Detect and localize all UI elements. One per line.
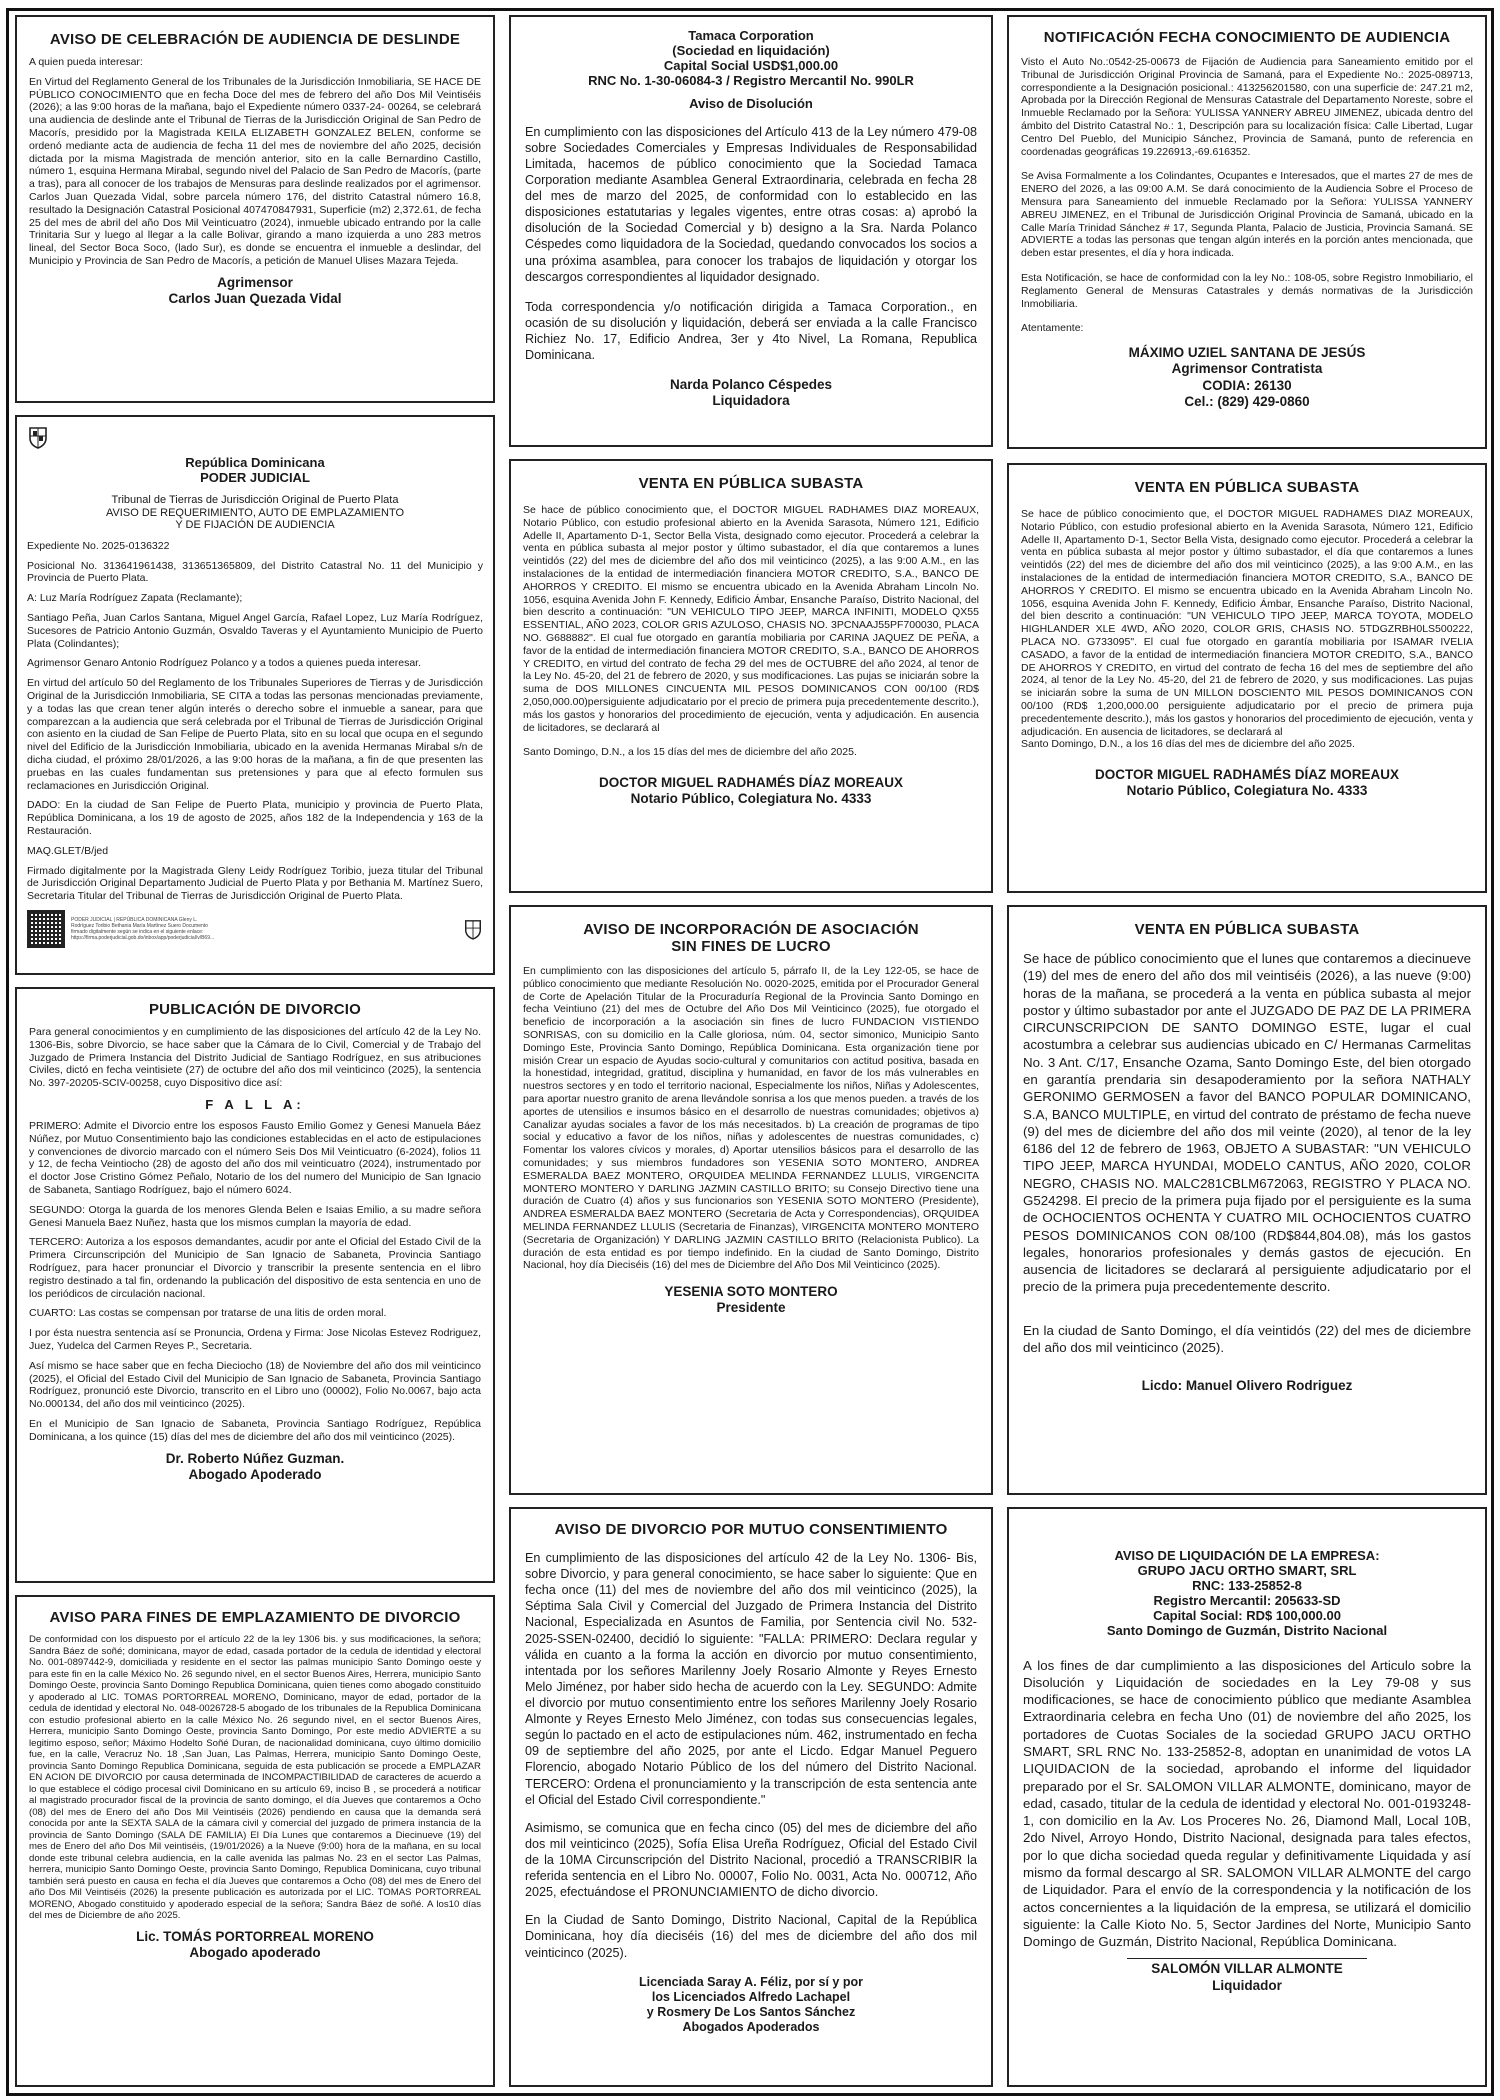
signature-name: MÁXIMO UZIEL SANTANA DE JESÚS	[1128, 345, 1366, 361]
notice-heading: AVISO DE LIQUIDACIÓN DE LA EMPRESA:	[1114, 1548, 1380, 1563]
correspondence: Toda correspondencia y/o notificación dirigida a Tamaca Corporation., en ocasión de su disolución y liquidación, deberá ser enviada a la calle Francisco Richiez No. 17, Edificio Andrea, 3er y 4to Nivel, La Romana, Republica Dominicana.	[525, 299, 977, 363]
sentence: En cumplimiento de las disposiciones del artículo 42 de la Ley No. 1306- Bis, sobre Divorcio, y para general conocimiento, se hace saber lo siguiente: Que en fecha once (11) del mes de noviembre del año dos mil veinticinco (2025), la Séptima Sala Civil y Comercial del Juzgado de Primera Instancia del Distrito Nacional, Especializada en Asuntos de Familia, por Sentencia civil No. 532- 2025-SSEN-02400, decidió lo siguiente: "FALLA: PRIMERO: Declara regular y válida en cuanto a la forma la acción en divorcio por mutuo consentimiento, intentada por los señores Marilenny Joely Rosario Almonte y Reyes Ernesto Melo Jiménez, por haber sido hecha de acuerdo con la Ley. SEGUNDO: Admite el divorcio por mutuo consentimiento entre los señores Marilenny Joely Rosario Almonte y Reyes Ernesto Melo Jiménez, con todas sus consecuencias legales, según lo pactado en el acto de estipulaciones núm. 462, instrumentado en fecha 09 de septiembre del año 2025, por ante el Licdo. Edgar Manuel Peguero Florencio, abogado Notario Público de los del número del Distrito Nacional. TERCERO: Ordena el pronunciamiento y la transcripción de esta sentencia ante el Oficial del Estado Civil correspondiente."	[525, 1551, 977, 1807]
notice-body: En Virtud del Reglamento General de los Tribunales de la Jurisdicción Inmobiliaria, SE HACE DE PÚBLICO CONOCIMIENTO que en fecha Doce del mes de febrero del año Dos Mil Veintiséis (2026); a las 9:00 horas de la mañana, bajo el Expediente número 0337-24- 00264, se celebrará una audiencia de deslinde ante el Tribunal de Tierras de la Jurisdicción Original de San Pedro de Macorís, presidido por la Magistrada KEILA ELIZABETH GONZALEZ BELEN, conforme se ordenó mediante acta de audiencia de fecha 11 del mes de noviembre del año 2025, decisión dictada por la misma Magistrada de mención anterior, sito en la calle Bernardino Castillo, número 1, esquina Hermana Mirabal, segundo nivel del Palacio de San Pedro de Macorís, (parte a tras), para all conocer de los trabajos de Mensuras para deslinde realizados por el agrimensor. Carlos Juan Quezada Vidal, sobre parcela número 176, del distrito Catastral número 16.8, resultado la Designación Catastral Posicional 407470847931, Superficie (m2) 2,372.61, de fecha 25 del mes de abril del año Dos Mil Veinticuatro (2024), inmueble ubicado entrando por la calle Trinitaria Sur y luego al llegar a la calle Bolivar, girando a mano izquierda a uno 283 metros lineal, del Sector Boca Soco, (lado Sur), es donde se encuentra el inmueble a deslindar, del Municipio y Provincia de San Pedro de Macorís, a petición de Manuel Ulises Mazara Tejeda.	[29, 75, 481, 267]
company-location: Santo Domingo de Guzmán, Distrito Nacional	[1106, 1622, 1388, 1638]
company-status: (Sociedad en liquidación)	[672, 42, 830, 58]
signature	[1023, 1378, 1471, 1394]
primero: PRIMERO: Admite el Divorcio entre los esposos Fausto Emilio Gomez y Genesi Manuela Báez Núñez, por Mutuo Consentimiento bajo las condiciones establecidas en el acto de estipulaciones y convenciones de divorcio marcado con el número Seis Dos Mil Veinticuatro (6-2024), folios 11 y 12, de fecha Veintiocho (28) de agosto del año dos mil veinticuatro (2024), instrumentado por el doctor Jose Cristino Gómez Peñalo, Notario de los del numero del Municipio de San Ignacio de Sabaneta, Santiago Rodríguez, bajo el número 6024.	[29, 1119, 481, 1196]
notice-title: AVISO DE DIVORCIO POR MUTUO CONSENTIMIENTO	[554, 1521, 948, 1538]
notice-deslinde	[15, 15, 495, 403]
notice-title: AVISO DE CELEBRACIÓN DE AUDIENCIA DE DESLINDE	[49, 31, 461, 48]
header-court: Tribunal de Tierras de Jurisdicción Original de Puerto Plata	[111, 493, 399, 506]
coat-of-arms-icon	[463, 918, 483, 940]
signature	[1021, 345, 1473, 410]
signature-name: SALOMÓN VILLAR ALMONTE	[1151, 1961, 1343, 1977]
segundo: SEGUNDO: Otorga la guarda de los menores Glenda Belen e Isaias Emilio, a su madre señora Genesi Manuela Baez Nuñez, hasta que los mismos cumplan la mayoría de edad.	[29, 1203, 481, 1229]
transcription: Así mismo se hace saber que en fecha Dieciocho (18) de Noviembre del año dos mil veinticinco (2025), el Oficial del Estado Civil del Municipio de San Ignacio de Sabaneta, Provincia Santiago Rodríguez, pronunció este Divorcio, transcrito en el Libro uno (00002), Folio No.0067, bajo acta No.000134, del año dos mil veinticinco (2025).	[29, 1359, 481, 1411]
signature-role: Liquidador	[1212, 1977, 1282, 1993]
signature-role: Agrimensor	[217, 274, 293, 290]
notice-title-2: SIN FINES DE LUCRO	[671, 938, 831, 955]
signature-role: Abogado Apoderado	[188, 1466, 322, 1482]
notice-body: Se hace de público conocimiento que, el DOCTOR MIGUEL RADHAMES DIAZ MOREAUX, Notario Público, con estudio profesional abierto en la Avenida Sarasota, Número 121, Edificio Adelle II, Apartamento D-1, Sector Bella Vista, designado como ejecutor. Procederá a celebrar la venta en pública subasta al mejor postor y último subastador, el día que contaremos a lunes veintidós (22) del mes de diciembre del año dos mil veinticinco (2025), a las 9:00 A.M., en las instalaciones de la entidad de intermediación financiera MOTOR CREDITO, S.A., BANCO DE AHORROS Y CREDITO. El mismo se encuentra ubicado en la Avenida Abraham Lincoln No. 1056, esquina Avenida John F. Kennedy, Edificio Ámbar, Ensanche Paraíso, Distrito Nacional, del bien descrito a continuación: "UN VEHICULO TIPO JEEP, MARCA TOYOTA, MODELO HIGHLANDER XLE 4WD, AÑO 2020, COLOR GRIS, CHASIS NO. 5TDGZRBH0LS500222, PLACA NO. G733095". El cual fue otorgado en garantía mobiliaria por ISAMAR IVELIA CASADO, a favor de la entidad de intermediación financiera MOTOR CREDITO, S.A., BANCO DE AHORROS Y CREDITO, en virtud del contrato de fecha 16 del mes de septiembre del año 2024, al tenor de la Ley No. 45-20, del 21 de febrero de 2020, y sus modificaciones. Las pujas se iniciarán sobre la suma de UN MILLON DOSCIENTO MIL PESOS DOMINICANOS CON 00/100 (RD$ 1,200,000.00 persiguiente adjudicatario por el precio de primera puja precedentemente descrito.), más los gastos y honorarios del procedimiento de ejecución, venta y adjudicación. En ausencia de licitadores, se declarará al	[1021, 508, 1473, 738]
notice-mutuo-consentimiento	[509, 1507, 993, 2087]
place-date: En la ciudad de Santo Domingo, el día veintidós (22) del mes de diciembre del año dos mil veinticinco (2025).	[1023, 1322, 1471, 1355]
falla-heading: F A L L A:	[205, 1096, 305, 1112]
signature	[525, 377, 977, 409]
pronouncement: I por ésta nuestra sentencia así se Pronuncia, Ordena y Firma: Jose Nicolas Estevez Rodriguez, Juez, Yudelca del Carmen Reyes P., Secretaria.	[29, 1327, 481, 1352]
signature-line	[1127, 1958, 1367, 1959]
notice-title: NOTIFICACIÓN FECHA CONOCIMIENTO DE AUDIENCIA	[1043, 29, 1451, 46]
reference: MAQ.GLET/B/jed	[27, 844, 109, 857]
signature-codia: CODIA: 26130	[1202, 377, 1292, 393]
recipient: A: Luz María Rodríguez Zapata (Reclamante);	[27, 592, 243, 605]
notice-body: Se hace de público conocimiento que, el DOCTOR MIGUEL RADHAMES DIAZ MOREAUX, Notario Público, con estudio profesional abierto en la Avenida Sarasota, Número 121, Edificio Adelle II, Apartamento D-1, Sector Bella Vista, designado como ejecutor. Procederá a celebrar la venta en pública subasta al mejor postor y último subastador, el día que contaremos a lunes veintidós (22) del mes de diciembre del año dos mil veinticinco (2025), a las 9:00 A.M., en las instalaciones de la entidad de intermediación financiera MOTOR CREDITO, S.A., BANCO DE AHORROS Y CREDITO. El mismo se encuentra ubicado en la Avenida Abraham Lincoln No. 1056, esquina Avenida John F. Kennedy, Edificio Ámbar, Ensanche Paraíso, Distrito Nacional, del bien descrito a continuación: "UN VEHICULO TIPO JEEP, MARCA INFINITI, MODELO QX55 ESSENTIAL, AÑO 2023, COLOR GRIS AZULOSO, CHASIS NO. 3PCNAAJ55PF700030, PLACA NO. G688882". El cual fue otorgado en garantía mobiliaria por CARINA JAQUEZ DE PEÑA, a favor de la entidad de intermediación financiera MOTOR CREDITO, S.A., BANCO DE AHORROS Y CREDITO, en virtud del contrato de fecha 29 del mes de OCTUBRE del año 2024, al tenor de la Ley No. 45-20, del 21 de febrero de 2020, y sus modificaciones. Las pujas se iniciarán sobre la suma de DOS MILLONES CINCUENTA MIL PESOS DOMINICANOS CON 00/100 (RD$ 2,050,000.00)persiguiente adjudicatario por el precio de primera puja precedentemente descrito.), más los gastos y honorarios del procedimiento de ejecución, venta y adjudicación. En ausencia de licitadores, se declarará al	[523, 504, 979, 734]
notice-body: Se hace de público conocimiento que el lunes que contaremos a diecinueve (19) del mes de enero del año dos mil veintiséis (2026), a las nueve (9:00) horas de la mañana, se procederá a la venta en pública subasta al mejor postor y último subastador por ante el JUZGADO DE PAZ DE LA PRIMERA CIRCUNSCRIPCION DE SANTO DOMINGO ESTE, lugar el cual acostumbra a celebrar sus audiencias ubicado en C/ Hermanas Carmelitas No. 3 Ant. C/17, Ensanche Ozama, Santo Domingo Este, del bien otorgado en garantía prendaria sin desapoderamiento por la señora NATHALY GERONIMO GERMOSEN a favor del BANCO POPULAR DOMINICANO, S.A, BANCO MULTIPLE, en virtud del contrato de préstamo de fecha nueve (9) del mes de diciembre del año dos mil veinte (2020), al tenor de la ley 6186 del 12 de febrero de 1963, OBJETO A SUBASTAR: "UN VEHICULO TIPO JEEP, MARCA HYUNDAI, MODELO CANTUS, AÑO 2020, COLOR NEGRO, CHASIS NO. MALC281CBLM672063, REGISTRO Y PLACA NO. G524298. El precio de la primera puja fijado por el persiguiente es la suma de OCHOCIENTOS OCHENTA Y CUATRO MIL OCHOCIENTOS CUATRO PESOS DOMINICANOS CON 08/100 (RD$844,804.08), más los gastos legales, honorarios profesionales y demás gastos de ejecución. En ausencia de licitadores se declarará al persiguiente adjudicatario por el precio de la primera puja precedentemente descrito.	[1023, 951, 1471, 1295]
notice-subasta-3	[1007, 905, 1487, 1495]
place-date: Santo Domingo, D.N., a los 16 días del mes de diciembre del año 2025.	[1021, 738, 1355, 751]
signature-name: DOCTOR MIGUEL RADHAMÉS DÍAZ MOREAUX	[598, 775, 903, 791]
expediente: Expediente No. 2025-0136322	[27, 539, 170, 552]
digital-signature: Firmado digitalmente por la Magistrada Gleny Leidy Rodríguez Toribio, jueza titular del Tribunal de Jurisdicción Original Departamento Judicial de Puerto Plata y por Bethania M. Martínez Suero, Secretaria Titular del Tribunal de Tierras de Jurisdicción Original de Puerto Plata.	[27, 864, 483, 903]
transcription: Asimismo, se comunica que en fecha cinco (05) del mes de diciembre del año dos mil veinticinco (2025), Sofía Elisa Ureña Rodríguez, Oficial del Estado Civil de la 10MA Circunscripción del Distrito Nacional, procedió a TRANSCRIBIR la referida sentencia en el Libro No. 00007, Folio No. 0031, Acta No. 000712, Año 2025, efectuándose el PRONUNCIAMIENTO de dicho divorcio.	[525, 1820, 977, 1900]
signature	[1023, 1961, 1471, 1993]
company-registry: Registro Mercantil: 205633-SD	[1153, 1592, 1341, 1608]
notice-body: A los fines de dar cumplimiento a las disposiciones del Articulo sobre la Disolución y Liquidación de sociedades en la Ley 79-08 y sus modificaciones, se hace de conocimiento público que mediante Asamblea Extraordinaria celebra en fecha Uno (01) de noviembre del año 2025, los portadores de Cuotas Sociales de la sociedad GRUPO JACU ORTHO SMART, SRL RNC No. 133-25852-8, adoptan en unanimidad de votos LA LIQUIDACION de la sociedad, aprobando el informe del liquidador preparado por el Sr. SALOMON VILLAR ALMONTE, dominicano, mayor de edad, casado, titular de la cedula de identidad y electoral No. 001-0193248-1, con domicilio en la Av. Los Proceres No. 26, Diamond Mall, Local 10B, 2do Nivel, Arroyo Hondo, Distrito Nacional, designada para tales efectos, por lo que dicha sociedad queda regular y definitivamente Liquidada y así mismo da formal descargo al SR. SALOMON VILLAR ALMONTE del cargo de Liquidador. Para el envío de la correspondencia y la notificación de los actos concernientes a la liquidación de la empresa, se utilizará el domicilio siguiente: la Calle Kioto No. 5, Sector Jardines del Norte, Municipio Santo Domingo de Guzmán, Distrito Nacional, República Dominicana.	[1023, 1657, 1471, 1950]
signature-line-3: y Rosmery De Los Santos Sánchez	[646, 2004, 856, 2019]
signature-role: Abogados Apoderados	[682, 2019, 820, 2034]
notice-asociacion	[509, 905, 993, 1495]
notice-body: En cumplimiento con las disposiciones del Artículo 413 de la Ley número 479-08 sobre Sociedades Comerciales y Empresas Individuales de Responsabilidad Limitada, hacemos de público conocimiento que la Sociedad Tamaca Corporation mediante Asamblea General Extraordinaria, celebrada en fecha 28 del mes de marzo del 2025, de conformidad con lo establecido en las disposiciones estatutarias y legales vigentes, entre otras cosas: a) aprobó la disolución de la Sociedad Comercial y b) designo a la Sra. Narda Polanco Céspedes como liquidadora de la Sociedad, quedando convocados los socios a una próxima asamblea, para conocer los trabajos de liquidación y otorgar los descargos correspondientes al liquidador designado.	[525, 124, 977, 284]
company-name: GRUPO JACU ORTHO SMART, SRL	[1137, 1562, 1357, 1578]
header-country: República Dominicana	[185, 455, 325, 470]
notice-tamaca	[509, 15, 993, 447]
signature-line-1: Licenciada Saray A. Féliz, por sí y por	[639, 1974, 863, 1989]
signature-role: Abogado apoderado	[189, 1944, 321, 1960]
notice-subasta-1	[509, 459, 993, 893]
signature-role: Presidente	[716, 1300, 786, 1316]
signature-name: Narda Polanco Céspedes	[669, 377, 833, 393]
notice-notificacion	[1007, 15, 1487, 449]
notice-subasta-2	[1007, 463, 1487, 893]
place-date: Santo Domingo, D.N., a los 15 días del mes de diciembre del año 2025.	[523, 746, 857, 759]
place-date: En el Municipio de San Ignacio de Sabaneta, Provincia Santiago Rodríguez, República Dominicana, a los quince (15) días del mes de diciembre del año dos mil veinticinco (2025).	[29, 1417, 481, 1443]
company-capital: Capital Social USD$1,000.00	[663, 57, 839, 73]
notice-divorcio	[15, 987, 495, 1583]
signature-line-2: los Licenciados Alfredo Lachapel	[651, 1989, 851, 2004]
notice-body: En cumplimiento con las disposiciones del artículo 5, párrafo II, de la Ley 122-05, se hace de público conocimiento que mediante Resolución No. 0020-2025, emitida por el Procurador General de Corte de Apelación Titular de la Procuraduría Regional de la Provincia Santo Domingo en fecha Veintiuno (21) del mes de Octubre del Año Dos Mil Veinticinco (2025), fue otorgado el beneficio de incorporación a la asociación sin fines de lucro FUNDACION VISTIENDO SONRISAS, con su domicilio en la Calle gloriosa, núm. 04, sector simonico, Municipio Santo Domingo Este, Provincia Santo Domingo, República Dominicana. Esta organización tiene por misión Crear un espacio de Ayudas socio-cultural y comunitarios con actitud positiva, basada en la honestidad, integridad, gratitud, disciplina y humanidad, en favor de los más vulnerables en nuestros sectores y en todo el territorio nacional, Especialmente los niños, Niñas y Adolescentes, para aportar nuestro granito de arena llevándole sonrisa a los que menos pueden. a través de los aportes de utensilios e insumos básico en el desarrollo de nuestras comunidades; objetivos a) Canalizar ayudas sociales a favor de los más necesitados. b) La creación de programas de tipo social y educativo a favor de los niños, niñas y adolescentes de nuestras comunidades, c) Fomentar los valores cívicos y morales, d) Aportar utensilios básicos para el desarrollo de las comunidades; y sus miembros fundadores son YESENIA SOTO MONTERO, ANDREA ESMERALDA BAEZ MONTERO, ORQUIDEA MELINDA FERNANDEZ LLULIS, VIRGENCITA MONTERO MONTERO Y DARLING JAZMIN CASTILLO BRITO; su Consejo Directivo tiene una duración de Cuatro (4) años y sus funcionarios son YESENIA SOTO MONTERO (Presidente), ANDREA ESMERALDA BAEZ MONTERO (Secretaria de Acta y Correspondencias), ORQUIDEA MELINDA FERNANDEZ LLULIS (Secretaria de Finanzas), VIRGENCITA MONTERO MONTERO (Secretaria de Organización) Y DARLING JAZMIN CASTILLO BRITO (Relacionista Publico). La duración de esta entidad es por tiempo indefinido. En la ciudad de Santo Domingo, Distrito Nacional, hoy día Dieciséis (16) del mes de Diciembre del Año Dos Mil Veinticinco (2025).	[523, 965, 979, 1272]
tercero: TERCERO: Autoriza a los esposos demandantes, acudir por ante el Oficial del Estado Civil de la Primera Circunscripción del Municipio de San Ignacio de Sabaneta, Provincia Santiago Rodríguez, para hacer pronunciar el Divorcio y transcribir la presente sentencia en el libro registro destinado a tal fin, ordenando la publicación del dispositivo de esta sentencia en uno de los periódicos de circulación nacional.	[29, 1236, 481, 1300]
signature	[29, 1929, 481, 1961]
signature-name: Dr. Roberto Núñez Guzman.	[165, 1450, 345, 1466]
company-capital: Capital Social: RD$ 100,000.00	[1153, 1607, 1341, 1623]
notice-liquidacion	[1007, 1507, 1487, 2087]
ley: Esta Notificación, se hace de conformidad con la ley No.: 108-05, sobre Registro Inmobiliario, el Reglamento General de Mensuras Catastrales y demás normativas de la Jurisdicción Inmobiliaria.	[1021, 271, 1473, 310]
cuarto: CUARTO: Las costas se compensan por tratarse de una litis de orden moral.	[29, 1307, 387, 1320]
notice-title: AVISO PARA FINES DE EMPLAZAMIENTO DE DIVORCIO	[49, 1609, 461, 1626]
company-rnc: RNC: 133-25852-8	[1192, 1577, 1302, 1593]
dado: DADO: En la ciudad de San Felipe de Puerto Plata, municipio y provincia de Puerto Plata, República Dominicana, a los 19 de agosto de 2025, años 182 de la Independencia y 163 de la Restauración.	[27, 799, 483, 837]
signature-name: Licdo: Manuel Olivero Rodriguez	[1141, 1378, 1353, 1394]
newspaper-classifieds-page	[6, 8, 1494, 2096]
signature-role: Notario Público, Colegiatura No. 4333	[630, 791, 872, 807]
company-rnc: RNC No. 1-30-06084-3 / Registro Mercantil No. 990LR	[588, 72, 914, 88]
signature	[29, 275, 481, 307]
signature-role: Liquidadora	[712, 393, 790, 409]
intro: Para general conocimientos y en cumplimiento de las disposiciones del artículo 42 de la Ley No. 1306-Bis, sobre Divorcio, se hace saber que la Cámara de lo Civil, Comercial y de Trabajo del Juzgado de Primera Instancia del Distrito Judicial de Santiago Rodríguez, en sus atribuciones Civiles, dictó en fecha veintisiete (27) de octubre del año dos mil veinticinco (2025), la sentencia No. 397-20205-SCIV-00258, cuyo Dispositivo dice así:	[29, 1026, 481, 1090]
signature-name: Carlos Juan Quezada Vidal	[168, 290, 342, 306]
signature-role: Notario Público, Colegiatura No. 4333	[1126, 783, 1368, 799]
notice-title: PUBLICACIÓN DE DIVORCIO	[148, 1001, 362, 1018]
signature-phone: Cel.: (829) 429-0860	[1184, 393, 1310, 409]
signature-name: YESENIA SOTO MONTERO	[664, 1284, 838, 1300]
coat-of-arms-icon	[27, 425, 49, 449]
signature-role: Agrimensor Contratista	[1171, 361, 1323, 377]
greeting: A quien pueda interesar:	[29, 56, 143, 68]
notice-title: VENTA EN PÚBLICA SUBASTA	[1134, 479, 1360, 496]
signature	[523, 1284, 979, 1316]
auto: Visto el Auto No.:0542-25-00673 de Fijación de Audiencia para Saneamiento emitido por el Tribunal de Jurisdicción Original Provincia de Samaná, para el Expediente No.: 2025-089713, correspondiente a la Designación posicional.: 413256201580, con una superficie de: 247.21 m2, Aprobada por la Dirección Regional de Mensuras Catastrale del Departamento Noreste, sobre el Inmueble Reclamado por la Señora: YULISSA YANNERY ABREU JIMENEZ, ubicada dentro del ámbito del Distrito Catastral No.: 1, Descripción para su localización física: Calle Libertad, Lugar Centro Del Pueblo, del Municipio Sánchez, Provincia de Samaná, punto de referencia en coordenadas geográficas 19.226913,-69.616352.	[1021, 56, 1473, 158]
signature	[29, 1451, 481, 1483]
notice-title: VENTA EN PÚBLICA SUBASTA	[1134, 921, 1360, 938]
signature	[525, 1975, 977, 2035]
closing: Atentamente:	[1021, 322, 1084, 335]
header-institution: PODER JUDICIAL	[200, 469, 310, 485]
company-name: Tamaca Corporation	[688, 28, 814, 43]
place-date: En la Ciudad de Santo Domingo, Distrito Nacional, Capital de la República Dominicana, hoy día dieciséis (16) del mes de diciembre del año dos mil veinticinco (2025).	[525, 1913, 977, 1960]
notice-title: AVISO DE INCORPORACIÓN DE ASOCIACIÓN	[583, 921, 919, 938]
qr-caption: PODER JUDICIAL | REPÚBLICA DOMINICANA Gleny L. Rodríguez Toribio Bethania María Martínez Suero Documento firmado digitalmente según se indica en el siguiente enlace: https://firma.poderjudicial.gob.do/inbox/app/poderjudicial/v/B69...	[71, 916, 215, 941]
signature	[523, 775, 979, 807]
notice-subtitle: Aviso de Disolución	[689, 95, 813, 111]
notice-body: De conformidad con los dispuesto por el artículo 22 de la ley 1306 bis. y sus modificaciones, la señora; Sandra Báez de soñé; dominicana, mayor de edad, casada portador de la cedula de identidad y electoral No. 001-0897442-9, domiciliada y residente en el sector las palmas municipio Santo Domingo oeste y para este fin en la calle México No. 26 segundo nivel, en el sector Buenos Aires, Herrera, municipio Santo Domingo Oeste, provincia Santo Domingo Republica Dominicana, quien tienes como abogado constituido y apoderado al LIC. TOMAS PORTORREAL MORENO, Dominicano, mayor de edad, portador de la cedula de identidad y electoral No. 048-0026728-5 abogado de los tribunales de la Republica Dominicana con estudio profesional abierto en la calle México No. 26 segundo nivel, en el sector Buenos Aires, Herrera, municipio Santo Domingo Oeste, provincia Santo Domingo, Por este medio ADVIERTE a su legitimo esposo, señor; Máximo Hodelto Soñé Duran, de nacionalidad dominicana, cuyo último domicilio fue, en la calle, Veracruz No. 18 ,San Juan, Las Palmas, Herrera, municipio Santo Domingo Oeste, provincia Santo Domingo Republica Dominicana, seguida de esta publicación se procede a EMPLAZAR EN ACION DE DIVORCIO por causa determinada de INCOMPACTIBILIDAD de caracteres de acuerdo a lo que establece el código procesal civil Dominicano en su artículo 69, inciso B , se procederá a notificar al magistrado procurador fiscal de la provincia de santo domingo, el día Jueves que contaremos a Ocho (08) del mes de Enero del año Dos Mil Veintiséis (2026) pendiendo en causa que la demanda será conocida por ante la SEXTA SALA de la cámara civil y comercial del juzgado de primera instancia de la provincia de Santo Domingo (SALA DE FAMILIA) El Día Lunes que contaremos a Diecinueve (19) del mes de Enero del año Dos Mil veintiséis, (19/01/2026) a la Nueve (9:00) hora de la mañana, en su local donde este tribunal celebra audiencia, en la calle avenida las palmas No. 23 en el sector Las Palmas, herrera, municipio Santo Domingo Oeste, provincia Santo Domingo, Republica Dominicana, cuyo tribunal también será puesto en causa en fecha el día Jueves que contaremos a Ocho (08) del mes de Enero del año Dos Mil Veintiséis (2026) la presente publicación es autorizada por el LIC. TOMAS PORTORREAL MORENO, Abogado constituido y apoderado especial de la señora; Sandra Báez de soñé. A los10 días del mes de Diciembre de año 2025.	[29, 1634, 481, 1921]
signature-block	[27, 910, 483, 948]
colindantes: Santiago Peña, Juan Carlos Santana, Miguel Angel García, Rafael Lopez, Luz María Rodríguez, Sucesores de Patricio Antonio Guzmán, Osvaldo Taveras y el Ayuntamiento Municipio de Puerto Plata (Colindantes);	[27, 611, 483, 650]
aviso: Se Avisa Formalmente a los Colindantes, Ocupantes e Interesados, que el martes 27 de mes de ENERO del 2026, a las 09:00 A.M. Se dará conocimiento de la Audiencia Sobre el Proceso de Mensura para Saneamiento del inmueble Reclamado por la Señora: YULISSA YANNERY ABREU JIMENEZ, en el Tribunal de Jurisdicción Original Provincia de Samaná, ubicado en la Calle María Trinidad Sánchez # 17, Segunda Planta, Palacio de Justicia, Provincia Samaná. SE ADVIERTE a todas las personas que tengan algún interés en la porción antes mencionada, que deben estar presentes, el día y hora indicada.	[1021, 170, 1473, 260]
citation: En virtud del artículo 50 del Reglamento de los Tribunales Superiores de Tierras y de Jurisdicción Original de la Jurisdicción Inmobiliaria, SE CITA a todas las personas mencionadas previamente, y a todas las que crean tener algún interés o derecho sobre el inmueble a sanear, para que comparezcan a la audiencia que será celebrada por el Tribunal de Tierras de Jurisdicción Original con asiento en la ciudad de San Felipe de Puerto Plata, sito en su local que ocupa en el segundo nivel del Edificio de la Jurisdicción Inmobiliaria, ubicado en la avenida Hermanas Mirabal s/n de dicha ciudad, el próximo 28/01/2026, a las 9:00 horas de la mañana, a fin de que presenten las pruebas en las cuales fundamentan sus pretensiones y para que al efecto formulen sus reclamaciones en Jurisdicción Original.	[27, 677, 483, 792]
agrimensor: Agrimensor Genaro Antonio Rodríguez Polanco y a todos a quienes pueda interesar.	[27, 657, 422, 670]
qr-code-icon	[27, 910, 65, 948]
signature	[1021, 767, 1473, 799]
notice-title: VENTA EN PÚBLICA SUBASTA	[638, 475, 864, 492]
signature-name: Lic. TOMÁS PORTORREAL MORENO	[136, 1928, 374, 1944]
header-notice-2: Y DE FIJACIÓN DE AUDIENCIA	[175, 519, 335, 532]
notice-puerto-plata	[15, 415, 495, 975]
notice-emplazamiento	[15, 1595, 495, 2087]
signature-name: DOCTOR MIGUEL RADHAMÉS DÍAZ MOREAUX	[1094, 767, 1399, 783]
posicional: Posicional No. 313641961438, 313651365809, del Distrito Catastral No. 11 del Municipio y Provincia de Puerto Plata.	[27, 559, 483, 585]
header-notice: AVISO DE REQUERIMIENTO, AUTO DE EMPLAZAMIENTO	[105, 506, 405, 519]
